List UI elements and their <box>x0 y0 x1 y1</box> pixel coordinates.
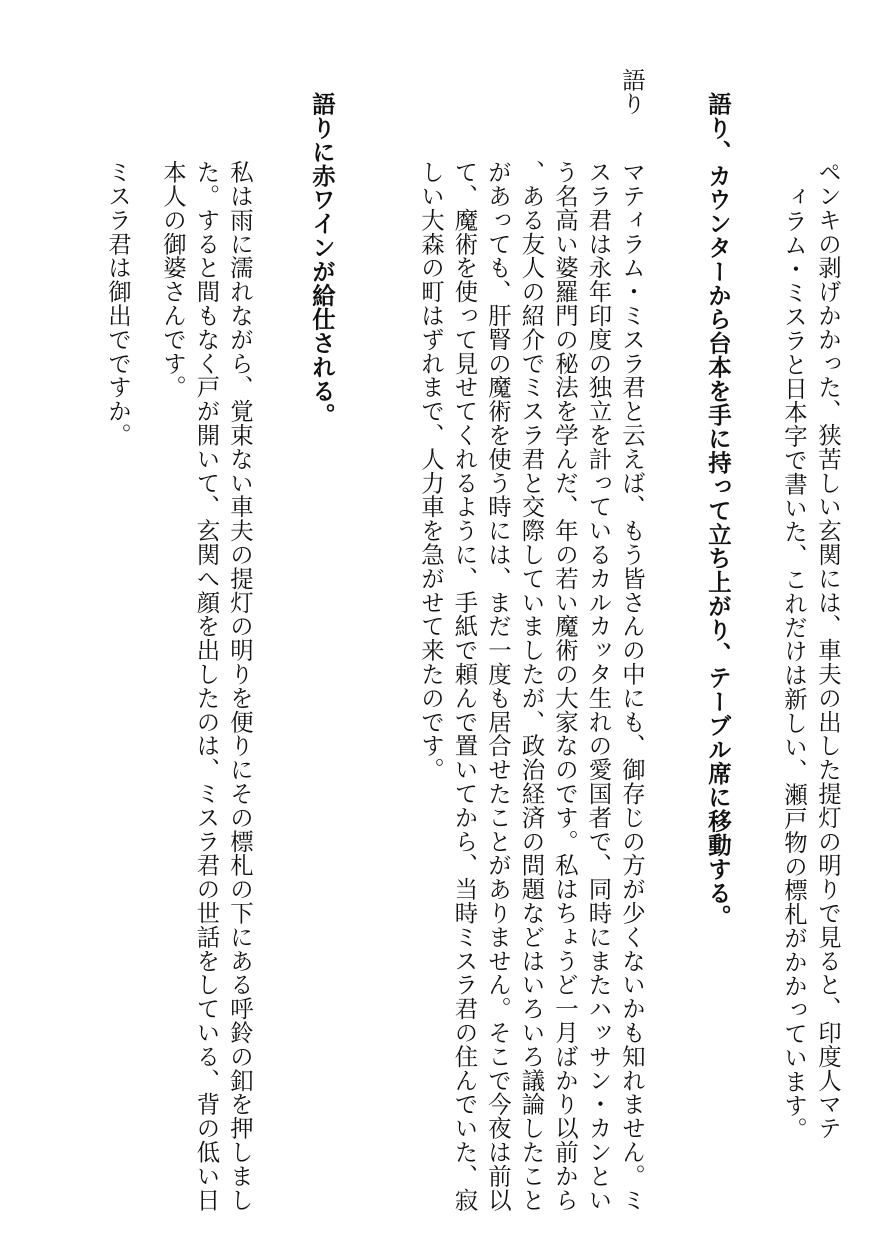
stage-direction-1: 語り、カウンターから台本を手に持って立ち上がり、テーブル席に移動する。 <box>704 92 732 929</box>
paragraph-line-1: ペンキの剥げかかった、狭苦しい玄関には、車夫の出した提灯の明りで見ると、印度人マテ <box>814 160 842 1140</box>
paragraph-line-2: ィラム・ミスラと日本字で書いた、これだけは新しい、瀬戸物の標札がかかっています。 <box>780 185 808 1141</box>
speech-block: マティラム・ミスラ君と云えば、もう皆さんの中にも、御存じの方が少くないかも知れません。ミスラ君は永年印度の独立を計っているカルカッタ生れの愛国者で、同時にまたハッサン・カンという名高い婆羅門の秘法を学んだ、年の若い魔術の大家なのです。私はちょうど一月ばかり以前から、ある友人の紹介でミスラ君と交際していましたが、政治経済の問題などはいろいろ議論したことがあっても、肝腎の魔術を使う時には、まだ一度も居合せたことがありません。そこで今夜は前以て、魔術を使って見せてくれるように、手紙で頼んで置いてから、当時ミスラ君の住んでいた、寂しい大森の町はずれまで、人力車を急がせて来たのです。 <box>417 160 646 1212</box>
paragraph-2: 私は雨に濡れながら、覚束ない車夫の提灯の明りを便りにその標札の下にある呼鈴の釦を押しました。すると間もなく戸が開いて、玄関へ顔を出したのは、ミスラ君の世話をしている、背の低い日本人の御婆さんです。 <box>159 160 254 1212</box>
paragraph-3: ミスラ君は御出でですか。 <box>104 160 132 447</box>
stage-direction-2: 語りに赤ワインが給仕される。 <box>308 92 336 427</box>
speaker-label: 語り <box>618 68 646 115</box>
